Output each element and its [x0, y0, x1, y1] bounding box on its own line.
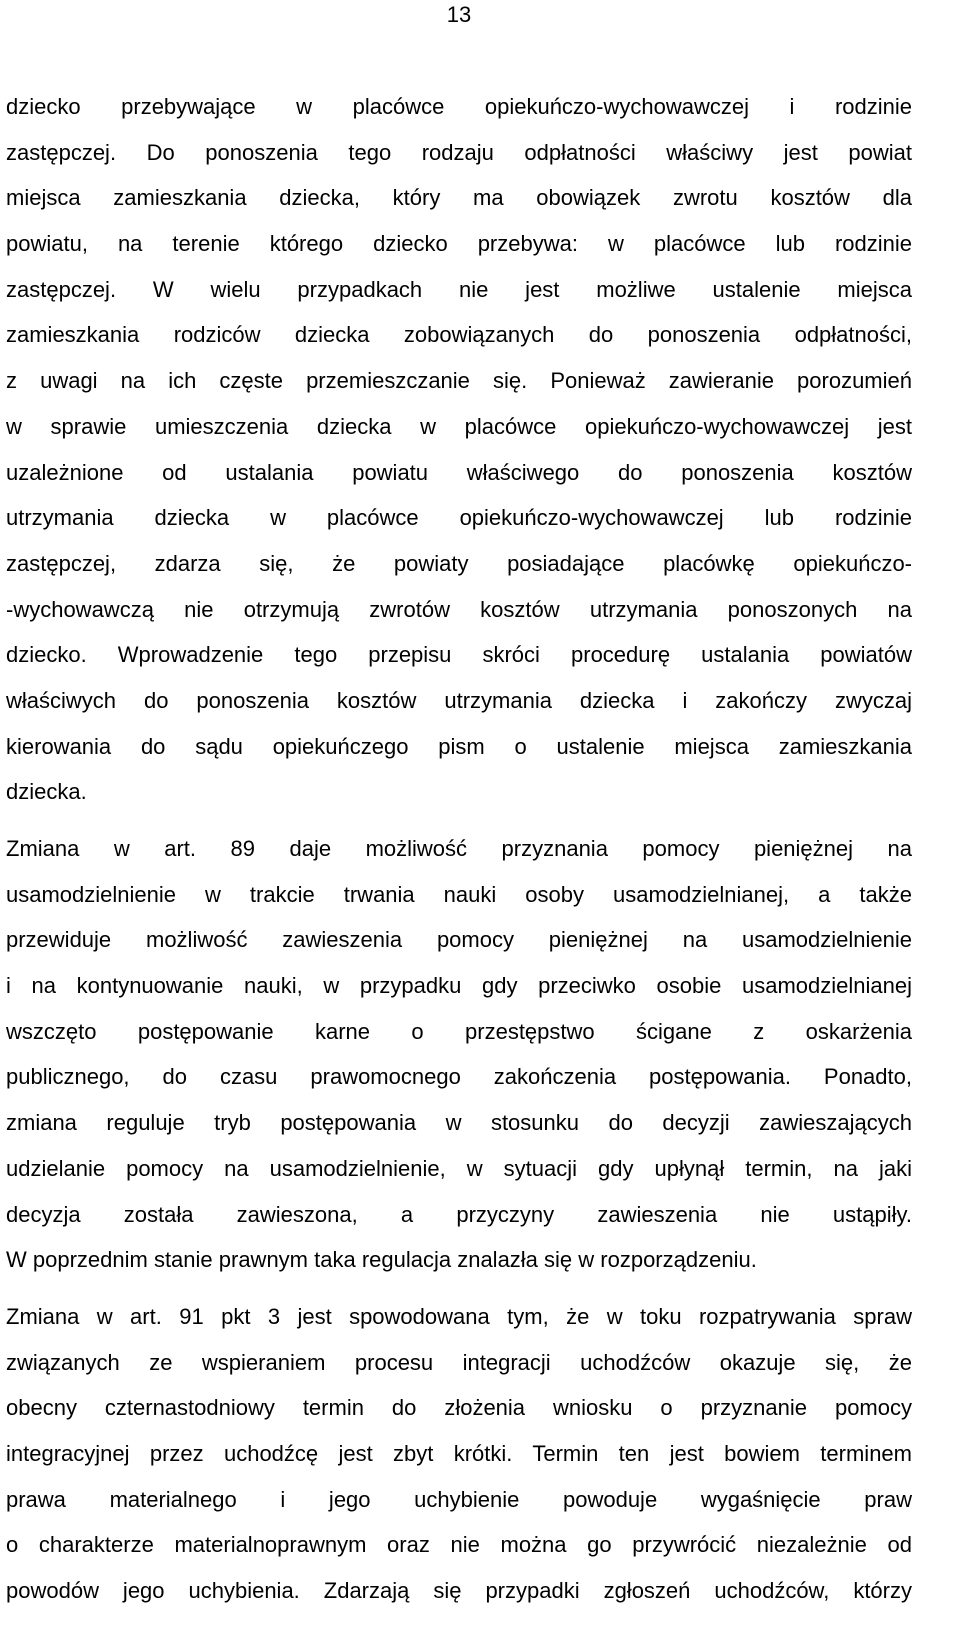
text-line: utrzymania dziecka w placówce opiekuńczo-wychowawczej lub rodzinie: [6, 505, 912, 531]
text-line: miejsca zamieszkania dziecka, który ma obowiązek zwrotu kosztów dla: [6, 185, 912, 211]
text-line: zamieszkania rodziców dziecka zobowiązanych do ponoszenia odpłatności,: [6, 322, 912, 348]
text-line: właściwych do ponoszenia kosztów utrzymania dziecka i zakończy zwyczaj: [6, 687, 912, 713]
paragraph-art-91: [6, 1294, 912, 1614]
paragraph-art-89: [6, 826, 912, 1283]
text-line: związanych ze wspieraniem procesu integracji uchodźców okazuje się, że: [6, 1349, 912, 1375]
text-line: przewiduje możliwość zawieszenia pomocy pieniężnej na usamodzielnienie: [6, 927, 912, 953]
text-line: W poprzednim stanie prawnym taka regulacja znalazła się w rozporządzeniu.: [6, 1247, 757, 1273]
paragraph-child-placement-costs: [6, 84, 912, 815]
text-line: zastępczej. W wielu przypadkach nie jest możliwe ustalenie miejsca: [6, 276, 912, 302]
text-line: usamodzielnienie w trakcie trwania nauki osoby usamodzielnianej, a także: [6, 881, 912, 907]
text-line: kierowania do sądu opiekuńczego pism o ustalenie miejsca zamieszkania: [6, 733, 912, 759]
text-line: wszczęto postępowanie karne o przestępstwo ścigane z oskarżenia: [6, 1018, 912, 1044]
text-line: w sprawie umieszczenia dziecka w placówce opiekuńczo-wychowawczej jest: [6, 413, 912, 439]
text-line: i na kontynuowanie nauki, w przypadku gdy przeciwko osobie usamodzielnianej: [6, 973, 912, 999]
text-line: obecny czternastodniowy termin do złożenia wniosku o przyznanie pomocy: [6, 1395, 912, 1421]
text-line: o charakterze materialnoprawnym oraz nie można go przywrócić niezależnie od: [6, 1532, 912, 1558]
text-line: decyzja została zawieszona, a przyczyny zawieszenia nie ustąpiły.: [6, 1201, 912, 1227]
text-line: -wychowawczą nie otrzymują zwrotów kosztów utrzymania ponoszonych na: [6, 596, 912, 622]
text-line: Zmiana w art. 89 daje możliwość przyznania pomocy pieniężnej na: [6, 836, 912, 861]
paragraph-spacer: [6, 815, 912, 826]
text-line: zastępczej. Do ponoszenia tego rodzaju odpłatności właściwy jest powiat: [6, 139, 912, 165]
paragraph-spacer: [6, 1283, 912, 1294]
text-line: prawa materialnego i jego uchybienie powoduje wygaśnięcie praw: [6, 1486, 912, 1512]
document-body: [6, 84, 912, 1614]
text-line: dziecko. Wprowadzenie tego przepisu skróci procedurę ustalania powiatów: [6, 642, 912, 668]
text-line: publicznego, do czasu prawomocnego zakończenia postępowania. Ponadto,: [6, 1064, 912, 1090]
text-line: powiatu, na terenie którego dziecko przebywa: w placówce lub rodzinie: [6, 231, 912, 257]
text-line: uzależnione od ustalania powiatu właściwego do ponoszenia kosztów: [6, 459, 912, 485]
text-line: z uwagi na ich częste przemieszczanie się. Ponieważ zawieranie porozumień: [6, 368, 912, 394]
text-line: powodów jego uchybienia. Zdarzają się przypadki zgłoszeń uchodźców, którzy: [6, 1578, 912, 1603]
text-line: integracyjnej przez uchodźcę jest zbyt krótki. Termin ten jest bowiem terminem: [6, 1440, 912, 1466]
text-line: zastępczej, zdarza się, że powiaty posiadające placówkę opiekuńczo-: [6, 550, 912, 576]
text-line: zmiana reguluje tryb postępowania w stosunku do decyzji zawieszających: [6, 1110, 912, 1136]
page-number: 13: [446, 2, 472, 27]
text-line: udzielanie pomocy na usamodzielnienie, w sytuacji gdy upłynął termin, na jaki: [6, 1155, 912, 1181]
text-line: dziecko przebywające w placówce opiekuńczo-wychowawczej i rodzinie: [6, 94, 912, 119]
text-line: dziecka.: [6, 779, 87, 805]
text-line: Zmiana w art. 91 pkt 3 jest spowodowana tym, że w toku rozpatrywania spraw: [6, 1303, 912, 1329]
